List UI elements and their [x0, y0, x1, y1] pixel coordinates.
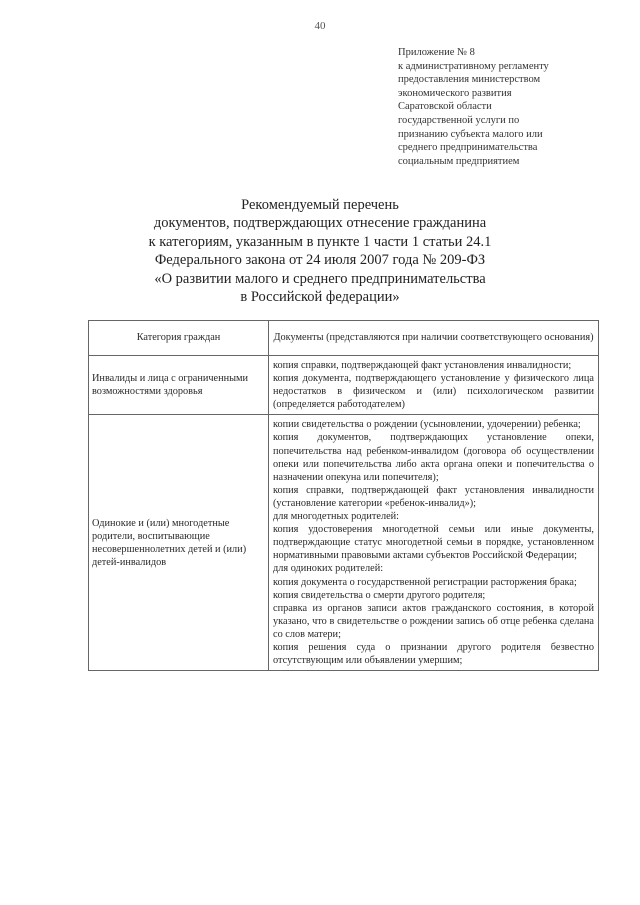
document-item: справка из органов записи актов гражданского состояния, в которой указано, что в свидетельстве о рождении запись об отце ребенка сделана со слов матери; [273, 602, 594, 640]
title-line: в Российской федерации» [240, 289, 400, 306]
appendix-line: признанию субъекта малого или [398, 128, 543, 140]
appendix-line: Приложение № 8 [398, 47, 475, 58]
title-line: Федерального закона от 24 июля 2007 года № 209-ФЗ [154, 252, 486, 269]
title-line: к категориям, указанным в пункте 1 части 1 статьи 24.1 [148, 233, 492, 250]
documents-cell [269, 356, 599, 415]
page-number: 40 [314, 20, 326, 32]
title-line: документов, подтверждающих отнесение гражданина [153, 215, 487, 232]
title-line: Рекомендуемый перечень [241, 197, 399, 213]
documents-cell [269, 415, 599, 671]
document-item: для одиноких родителей: [273, 563, 384, 575]
document-item: для многодетных родителей: [273, 511, 400, 523]
document-item: копия справки, подтверждающей факт установления инвалидности; [273, 360, 572, 371]
appendix-line: к административному регламенту [398, 60, 549, 72]
title-line: «О развитии малого и среднего предпринимательства [154, 270, 486, 287]
document-item: копия свидетельства о смерти другого родителя; [273, 589, 486, 601]
document-item: копия документа о государственной регистрации расторжения брака; [273, 576, 577, 588]
table-row [89, 415, 599, 671]
document-title [0, 196, 640, 306]
documents-table [88, 320, 599, 671]
document-item: копия справки, подтверждающей факт установления инвалидности (установление категории «ребенок-инвалид»); [273, 484, 594, 509]
appendix-header [398, 46, 598, 168]
appendix-line: среднего предпринимательства [398, 142, 538, 154]
table-row [89, 356, 599, 415]
appendix-line: социальным предприятием [398, 155, 520, 167]
document-item: копия документа, подтверждающего установление у физического лица недостатков в физическом и (или) психологическом развитии (определяется работодателем) [273, 373, 594, 411]
appendix-line: государственной услуги по [398, 114, 520, 126]
appendix-line: Саратовской области [398, 101, 492, 113]
header-documents: Документы (представляются при наличии соответствующего основания) [269, 321, 599, 356]
category-cell: Одинокие и (или) многодетные родители, воспитывающие несовершеннолетних детей и (или) детей-инвалидов [89, 415, 269, 671]
table-header-row [89, 321, 599, 356]
header-category: Категория граждан [89, 321, 269, 356]
appendix-line: предоставления министерством [398, 74, 541, 86]
document-item: копии свидетельства о рождении (усыновлении, удочерении) ребенка; [273, 419, 581, 431]
category-cell: Инвалиды и лица с ограниченными возможностями здоровья [89, 356, 269, 415]
appendix-line: экономического развития [398, 87, 512, 99]
document-item: копия документов, подтверждающих установление опеки, попечительства над ребенком-инвалидом (договора об осуществлении опеки или попечительства либо акта органа опеки и попечительства о назначении опекуна или попечителя); [273, 432, 594, 483]
document-item: копия удостоверения многодетной семьи или иные документы, подтверждающие статус многодетной семьи в порядке, установленном нормативными правовыми актами субъектов Российской Федерации; [273, 524, 594, 562]
document-item: копия решения суда о признании другого родителя безвестно отсутствующим или объявлении умершим; [273, 641, 594, 667]
